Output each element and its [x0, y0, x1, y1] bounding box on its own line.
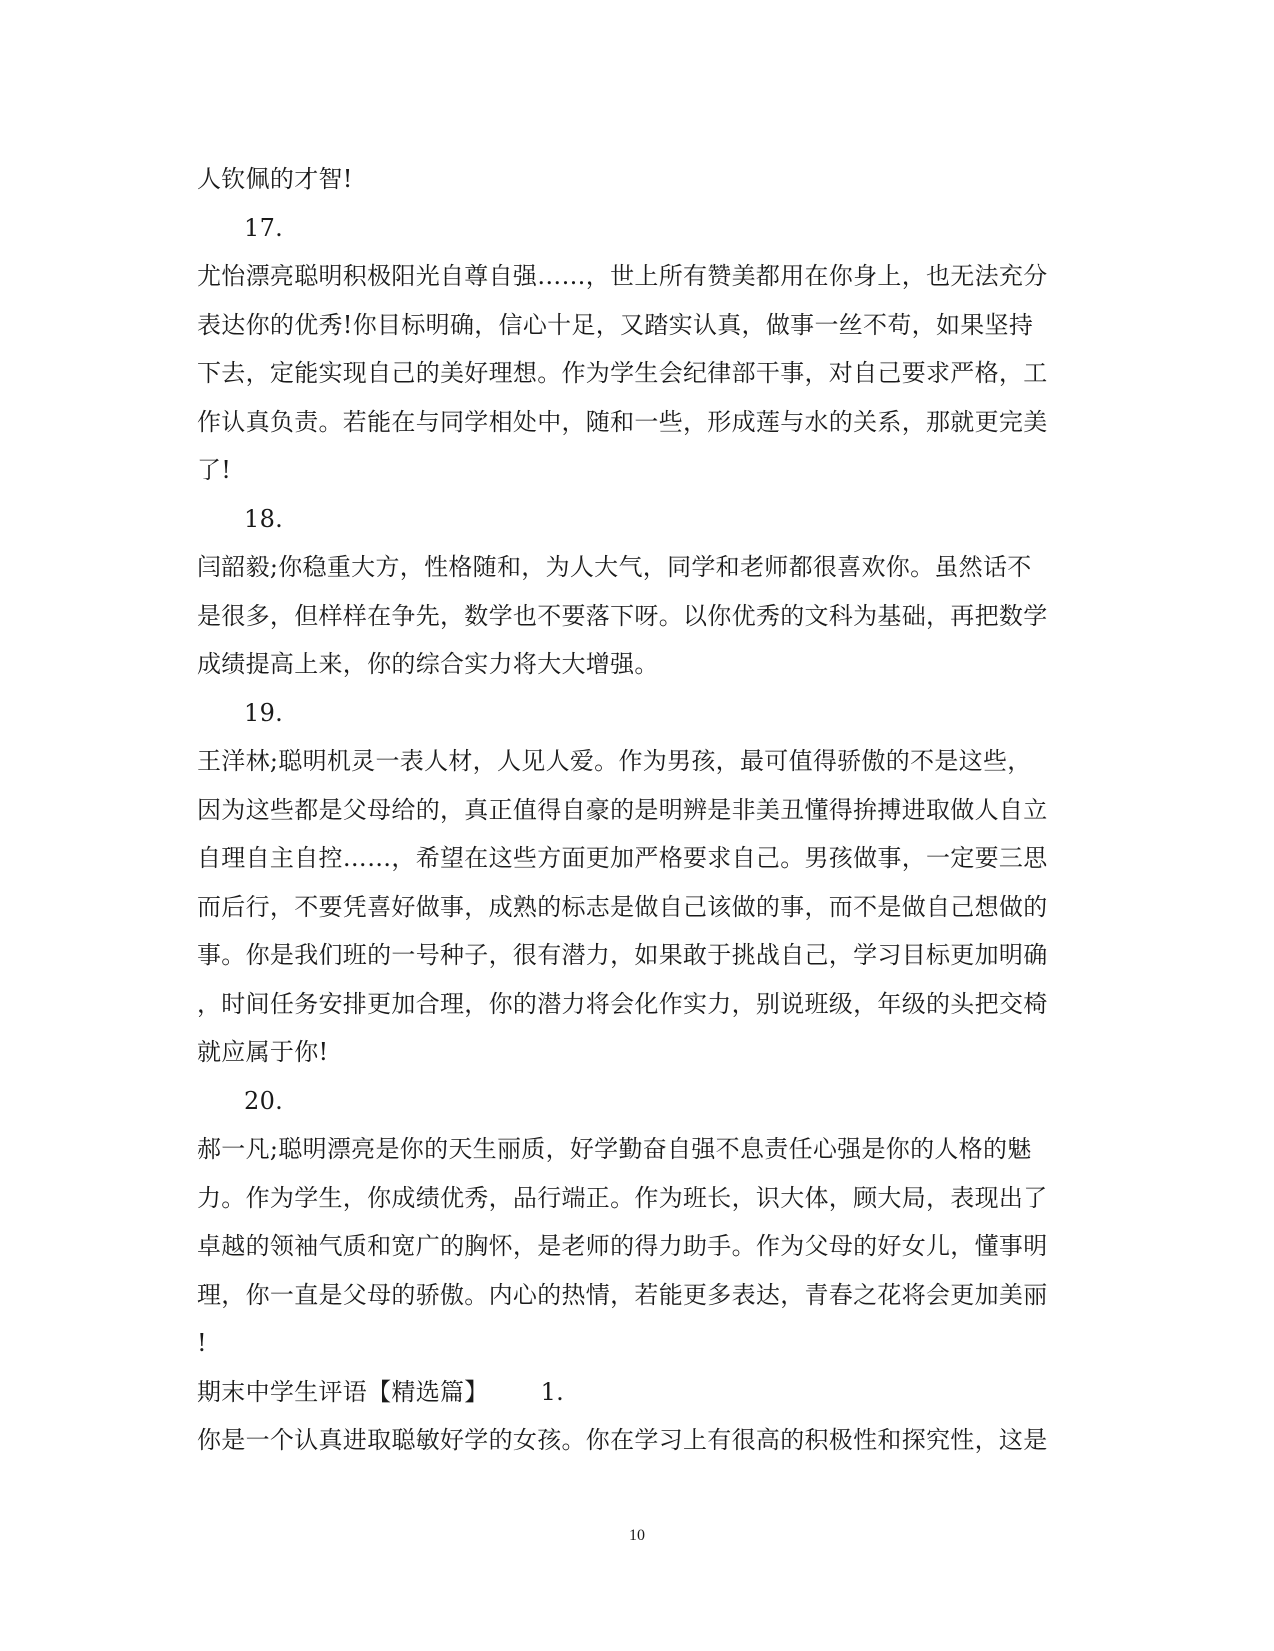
item-number: 18. — [244, 504, 284, 533]
paragraph-line: 人钦佩的才智! — [197, 165, 353, 193]
paragraph-line: 是很多，但样样在争先，数学也不要落下呀。以你优秀的文科为基础，再把数学 — [197, 601, 1048, 630]
paragraph-line: 力。作为学生，你成绩优秀，品行端正。作为班长，识大体，顾大局，表现出了 — [197, 1183, 1048, 1212]
section-heading — [197, 1368, 1077, 1417]
paragraph-line: 你是一个认真进取聪敏好学的女孩。你在学习上有很高的积极性和探究性，这是 — [197, 1426, 1048, 1454]
paragraph-line: 而后行，不要凭喜好做事，成熟的标志是做自己该做的事，而不是做自己想做的 — [197, 892, 1048, 921]
page-number: 10 — [629, 1527, 645, 1544]
paragraph-line: 下去，定能实现自己的美好理想。作为学生会纪律部干事，对自己要求严格，工 — [197, 359, 1048, 387]
paragraph-line: 王洋林;聪明机灵一表人材，人见人爱。作为男孩，最可值得骄傲的不是这些， — [197, 747, 1032, 775]
paragraph-line: 就应属于你! — [197, 1038, 329, 1066]
item-number: 17. — [244, 213, 284, 242]
paragraph-line: ! — [197, 1329, 207, 1357]
section-heading-title: 期末中学生评语【精选篇】 — [197, 1377, 489, 1406]
document-body — [197, 155, 1077, 1465]
paragraph-line: 闫韶毅;你稳重大方，性格随和，为人大气，同学和老师都很喜欢你。虽然话不 — [197, 553, 1032, 581]
item-number: 19. — [244, 698, 284, 727]
item-number: 1. — [540, 1377, 565, 1406]
paragraph-line: 成绩提高上来，你的综合实力将大大增强。 — [197, 650, 659, 678]
paragraph-line: 作认真负责。若能在与同学相处中，随和一些，形成莲与水的关系，那就更完美 — [197, 407, 1048, 436]
paragraph-line: 表达你的优秀!你目标明确，信心十足，又踏实认真，做事一丝不苟，如果坚持 — [197, 310, 1034, 339]
item-number: 20. — [244, 1086, 284, 1115]
paragraph-line: 了! — [197, 456, 232, 484]
paragraph-line: ，时间任务安排更加合理，你的潜力将会化作实力，别说班级，年级的头把交椅 — [197, 989, 1048, 1018]
paragraph-line: 因为这些都是父母给的，真正值得自豪的是明辨是非美丑懂得拚搏进取做人自立 — [197, 795, 1048, 824]
paragraph-line: 卓越的领袖气质和宽广的胸怀，是老师的得力助手。作为父母的好女儿，懂事明 — [197, 1232, 1048, 1260]
paragraph-line: 事。你是我们班的一号种子，很有潜力，如果敢于挑战自己，学习目标更加明确 — [197, 941, 1048, 969]
paragraph-line: 理，你一直是父母的骄傲。内心的热情，若能更多表达，青春之花将会更加美丽 — [197, 1280, 1048, 1309]
paragraph-line: 郝一凡;聪明漂亮是你的天生丽质，好学勤奋自强不息责任心强是你的人格的魅 — [197, 1135, 1032, 1163]
paragraph-line: 尤怡漂亮聪明积极阳光自尊自强……，世上所有赞美都用在你身上，也无法充分 — [197, 262, 1048, 290]
paragraph-line: 自理自主自控……，希望在这些方面更加严格要求自己。男孩做事，一定要三思 — [197, 844, 1048, 872]
